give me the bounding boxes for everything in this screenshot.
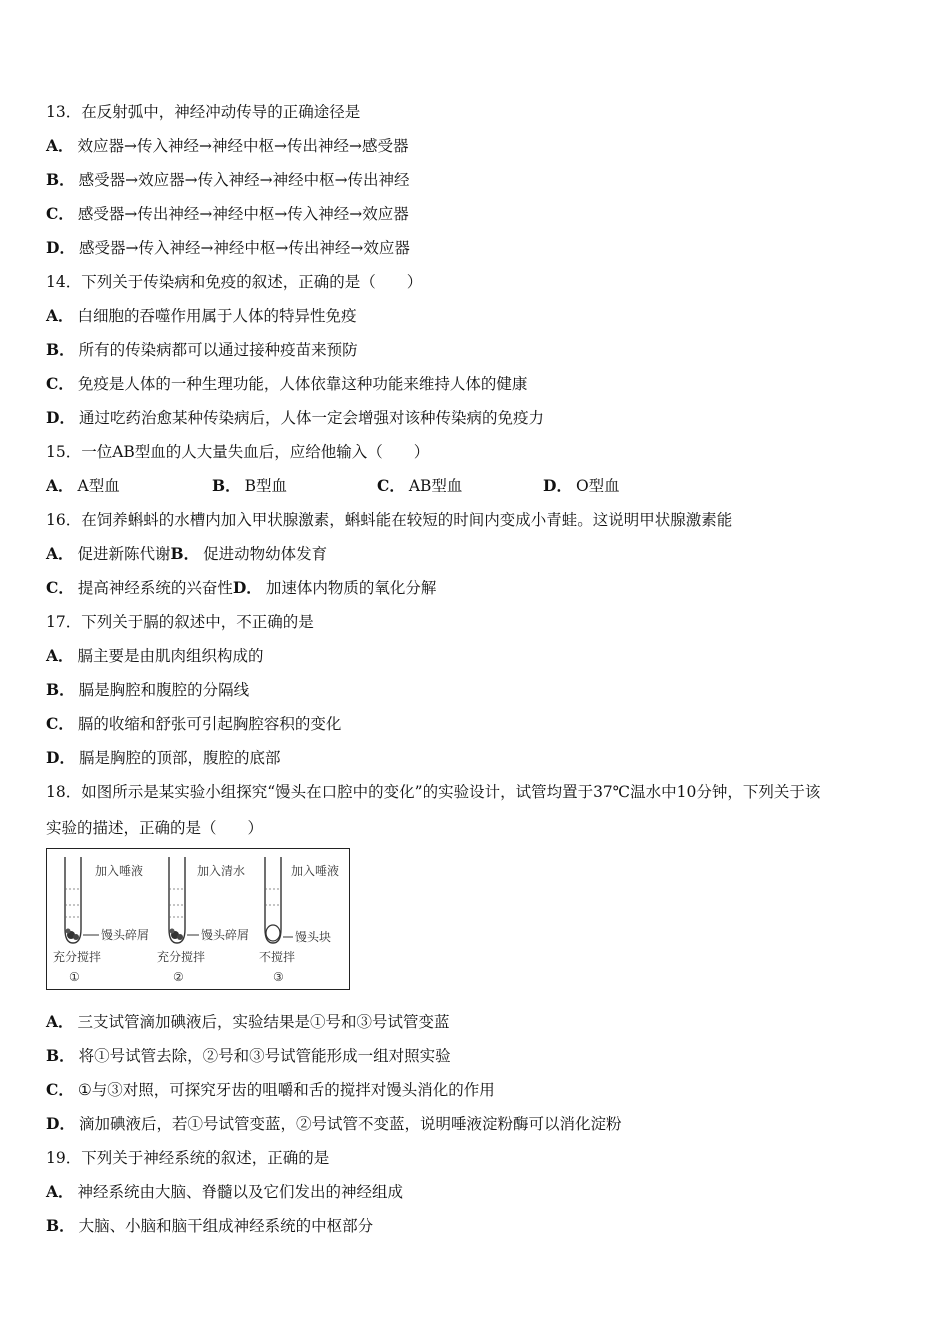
tube-2-treatment-label: 充分搅拌 xyxy=(157,950,206,964)
option-text: AB型血 xyxy=(408,477,463,495)
option-text: ①与③对照，可探究牙齿的咀嚼和舌的搅拌对馒头消化的作用 xyxy=(77,1081,495,1099)
q15-option-b[interactable] xyxy=(212,476,377,496)
experiment-figure xyxy=(46,848,350,990)
question-19-stem: 19．下列关于神经系统的叙述，正确的是 xyxy=(46,1149,330,1167)
option-text: 神经系统由大脑、脊髓以及它们发出的神经组成 xyxy=(77,1183,404,1201)
option-label: A． xyxy=(46,136,74,155)
q18-option-d[interactable] xyxy=(46,1114,621,1134)
option-text: 将①号试管去除，②号和③号试管能形成一组对照实验 xyxy=(78,1047,451,1065)
test-tube-3 xyxy=(265,857,293,943)
q18-option-c[interactable] xyxy=(46,1080,495,1100)
option-label: C． xyxy=(46,714,74,733)
option-text: 感受器→传出神经→神经中枢→传入神经→效应器 xyxy=(77,205,409,223)
test-tubes-diagram xyxy=(47,849,349,989)
tube-2-added-label: 加入清水 xyxy=(197,864,246,878)
tube-3-added-label: 加入唾液 xyxy=(291,864,340,878)
q13-option-c[interactable] xyxy=(46,204,409,224)
q17-option-d[interactable] xyxy=(46,748,280,768)
option-label: D． xyxy=(46,408,75,427)
question-18-stem-line-1: 18．如图所示是某实验小组探究“馒头在口腔中的变化”的实验设计，试管均置于37℃温水中10分钟，下列关于该 xyxy=(46,783,821,801)
tube-2-number: ② xyxy=(173,970,184,984)
option-text: 加速体内物质的氧化分解 xyxy=(265,579,437,597)
q14-option-d[interactable] xyxy=(46,408,544,428)
option-label: D． xyxy=(46,1114,75,1133)
q16-option-b[interactable] xyxy=(171,545,328,563)
option-text: 膈是胸腔和腹腔的分隔线 xyxy=(78,681,250,699)
q19-option-a[interactable] xyxy=(46,1182,403,1202)
q13-option-a[interactable] xyxy=(46,136,408,156)
tube-1-treatment-label: 充分搅拌 xyxy=(53,950,102,964)
option-text: 膈主要是由肌肉组织构成的 xyxy=(77,647,264,665)
q17-option-c[interactable] xyxy=(46,714,341,734)
q17-option-a[interactable] xyxy=(46,646,264,666)
q15-option-c[interactable] xyxy=(377,476,543,496)
option-label: D． xyxy=(46,748,75,767)
option-text: 滴加碘液后，若①号试管变蓝，②号试管不变蓝，说明唾液淀粉酶可以消化淀粉 xyxy=(78,1115,622,1133)
tube-2-content-label: 馒头碎屑 xyxy=(201,928,250,942)
q16-option-a[interactable] xyxy=(46,545,171,563)
option-label: D． xyxy=(543,476,572,495)
test-tube-1 xyxy=(65,857,99,943)
q16-options-row-1 xyxy=(46,544,327,564)
option-label: C． xyxy=(46,374,74,393)
q16-option-c[interactable] xyxy=(46,579,233,597)
q17-option-b[interactable] xyxy=(46,680,249,700)
tube-3-content-label: 馒头块 xyxy=(295,930,332,944)
option-text: 白细胞的吞噬作用属于人体的特异性免疫 xyxy=(77,307,357,325)
option-text: 膈的收缩和舒张可引起胸腔容积的变化 xyxy=(77,715,342,733)
q15-options-row xyxy=(46,476,620,496)
option-text: 三支试管滴加碘液后，实验结果是①号和③号试管变蓝 xyxy=(77,1013,450,1031)
option-text: 大脑、小脑和脑干组成神经系统的中枢部分 xyxy=(78,1217,374,1235)
q19-option-b[interactable] xyxy=(46,1216,373,1236)
option-label: C． xyxy=(46,578,74,597)
option-label: D． xyxy=(232,578,262,597)
q18-option-a[interactable] xyxy=(46,1012,450,1032)
option-text: 感受器→传入神经→神经中枢→传出神经→效应器 xyxy=(78,239,410,257)
option-label: B． xyxy=(46,170,75,189)
option-text: 所有的传染病都可以通过接种疫苗来预防 xyxy=(78,341,358,359)
option-text: 膈是胸腔的顶部，腹腔的底部 xyxy=(78,749,281,767)
question-15-stem: 15．一位AB型血的人大量失血后，应给他输入（ ） xyxy=(46,443,430,461)
option-label: B． xyxy=(170,544,200,563)
option-label: A． xyxy=(46,306,74,325)
question-13-stem: 13．在反射弧中，神经冲动传导的正确途径是 xyxy=(46,103,361,121)
option-label: C． xyxy=(46,1080,74,1099)
tube-1-content-label: 馒头碎屑 xyxy=(101,928,150,942)
q15-option-d[interactable] xyxy=(543,476,620,496)
option-label: D． xyxy=(46,238,75,257)
option-label: B． xyxy=(46,1046,75,1065)
option-text: 促进动物幼体发育 xyxy=(203,545,328,563)
tube-1-number: ① xyxy=(69,970,80,984)
option-label: B． xyxy=(46,1216,75,1235)
option-text: 通过吃药治愈某种传染病后，人体一定会增强对该种传染病的免疫力 xyxy=(78,409,544,427)
q15-option-a[interactable] xyxy=(46,476,212,496)
option-text: B型血 xyxy=(244,477,287,495)
q13-option-b[interactable] xyxy=(46,170,410,190)
question-16-stem: 16．在饲养蝌蚪的水槽内加入甲状腺激素，蝌蚪能在较短的时间内变成小青蛙。这说明甲状腺激素能 xyxy=(46,511,733,529)
tube-3-number: ③ xyxy=(273,970,284,984)
q13-option-d[interactable] xyxy=(46,238,410,258)
option-label: A． xyxy=(46,1182,74,1201)
option-label: B． xyxy=(46,680,75,699)
q14-option-a[interactable] xyxy=(46,306,357,326)
option-text: 感受器→效应器→传入神经→神经中枢→传出神经 xyxy=(78,171,410,189)
option-label: C． xyxy=(46,204,74,223)
q14-option-b[interactable] xyxy=(46,340,358,360)
test-tube-2 xyxy=(169,857,199,943)
q18-option-b[interactable] xyxy=(46,1046,451,1066)
option-label: B． xyxy=(46,340,75,359)
q14-option-c[interactable] xyxy=(46,374,527,394)
option-text: 效应器→传入神经→神经中枢→传出神经→感受器 xyxy=(77,137,409,155)
option-text: 提高神经系统的兴奋性 xyxy=(77,579,233,597)
option-text: 免疫是人体的一种生理功能，人体依靠这种功能来维持人体的健康 xyxy=(77,375,528,393)
option-label: A． xyxy=(46,544,74,563)
option-text: 促进新陈代谢 xyxy=(77,545,171,563)
option-label: A． xyxy=(46,1012,74,1031)
option-label: A． xyxy=(46,476,74,495)
option-text: A型血 xyxy=(77,477,120,495)
option-text: O型血 xyxy=(575,477,620,495)
option-label: A． xyxy=(46,646,74,665)
question-14-stem: 14．下列关于传染病和免疫的叙述，正确的是（ ） xyxy=(46,273,423,291)
question-18-stem-line-2: 实验的描述，正确的是（ ） xyxy=(46,819,264,837)
tube-1-added-label: 加入唾液 xyxy=(95,864,144,878)
question-17-stem: 17．下列关于膈的叙述中，不正确的是 xyxy=(46,613,314,631)
tube-3-treatment-label: 不搅拌 xyxy=(259,950,296,964)
q16-option-d[interactable] xyxy=(233,579,436,597)
q16-options-row-2 xyxy=(46,578,436,598)
option-label: C． xyxy=(377,476,405,495)
option-label: B． xyxy=(212,476,241,495)
